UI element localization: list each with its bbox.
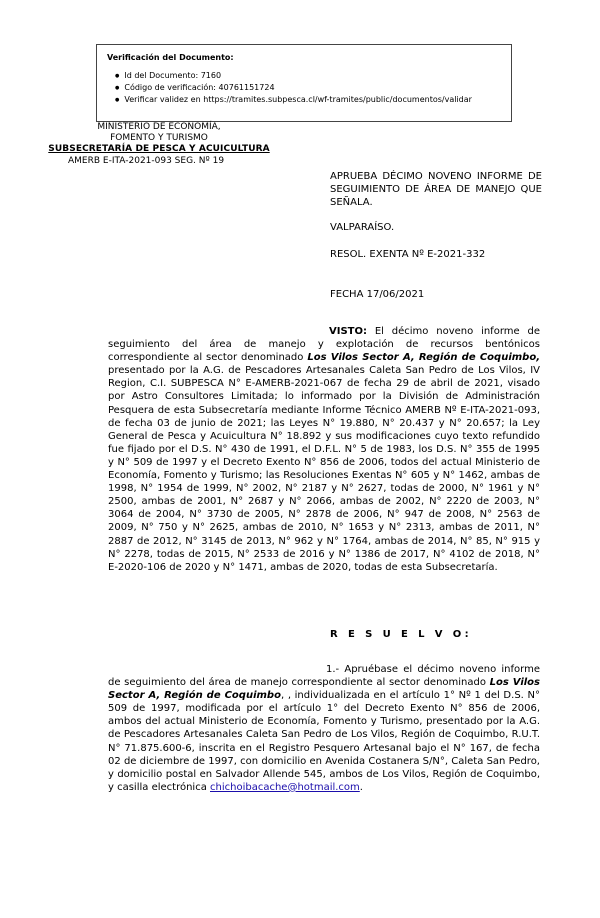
subsecretaria-name: SUBSECRETARÍA DE PESCA Y ACUICULTURA: [48, 144, 270, 154]
visto-sector-name: Los Vilos Sector A, Región de Coquimbo,: [307, 352, 541, 364]
resolution-number: RESOL. EXENTA Nº E-2021-332: [330, 249, 486, 260]
article-1-paragraph: [108, 663, 540, 794]
visto-text-2: presentado por la A.G. de Pescadores Artesanales Caleta San Pedro de Los Vilos, IV Region, C.I. SUBPESCA N° E-AMERB-2021-067 de fecha 29 de abril de 2021, visado por Astro Consultores Limitada; lo informado por la División de Administración Pesquera de esta Subsecretaría mediante Informe Técnico AMERB Nº E-ITA-2021-093, de fecha 03 de junio de 2021; las Leyes N° 19.880, N° 20.437 y N° 20.657; la Ley General de Pesca y Acuicultura N° 18.892 y sus modificaciones cuyo texto refundido fue fijado por el D.S. N° 430 de 1991, el D.F.L. N° 5 de 1983, los D.S. N° 355 de 1995 y N° 509 de 1997 y el Decreto Exento N° 856 de 2006, todos del actual Ministerio de Economía, Fomento y Turismo; las Resoluciones Exentas N° 605 y N° 1462, ambas de 1998, N° 1954 de 1999, N° 2002, N° 2187 y N° 2627, todas de 2000, N° 1961 y N° 2500, ambas de 2001, N° 2687 y N° 2066, ambas de 2002, N° 2220 de 2003, N° 3064 de 2004, N° 3730 de 2005, N° 2878 de 2006, N° 947 de 2008, N° 2563 de 2009, N° 750 y N° 2625, ambas de 2010, N° 1653 y N° 2313, ambas de 2011, N° 2887 de 2012, N° 3145 de 2013, N° 962 y N° 1764, ambas de 2014, N° 85, N° 915 y N° 2278, todas de 2015, N° 2533 de 2016 y N° 1386 de 2017, N° 4102 de 2018, N° E-2020-106 de 2020 y N° 1471, ambas de 2020, todas de esta Subsecretaría.: [108, 365, 540, 573]
document-id: ● Id del Documento: 7160: [115, 70, 501, 82]
resuelvo-heading: R E S U E L V O:: [330, 629, 473, 640]
verification-box: [96, 44, 512, 122]
resolution-date: FECHA 17/06/2021: [330, 289, 425, 300]
ministry-header: [34, 122, 284, 155]
ministry-line-2: FOMENTO Y TURISMO: [110, 133, 208, 143]
article-1-text-2: , , individualizada en el artículo 1° Nº 1 del D.S. N° 509 de 1997, modificada por el artículo 1° del Decreto Exento N° 856 de 2006, ambos del actual Ministerio de Economía, Fomento y Turismo, presentado por la A.G. de Pescadores Artesanales Caleta San Pedro de Los Vilos, Región de Coquimbo, R.U.T. N° 71.875.600-6, inscrita en el Registro Pesquero Artesanal bajo el N° 167, de fecha 02 de diciembre de 1997, con domicilio en Avenida Costanera S/N°, Caleta San Pedro, y domicilio postal en Salvador Allende 545, ambos de Los Vilos, Región de Coquimbo, y casilla electrónica: [108, 690, 540, 793]
email-link[interactable]: chichoibacache@hotmail.com: [210, 781, 360, 793]
article-1-end: .: [359, 781, 363, 793]
verification-url[interactable]: ● Verificar validez en https://tramites.subpesca.cl/wf-tramites/public/documentos/validar: [115, 94, 501, 106]
article-1-sector-name: Los Vilos Sector A, Región de Coquimbo: [108, 677, 540, 702]
visto-label: VISTO:: [329, 326, 367, 337]
document-reference: AMERB E-ITA-2021-093 SEG. Nº 19: [68, 156, 225, 166]
verification-title: Verificación del Documento:: [107, 53, 234, 62]
verification-code: ● Código de verificación: 40761151724: [115, 82, 501, 94]
verification-list: [107, 70, 501, 106]
ministry-line-1: MINISTERIO DE ECONOMÍA,: [97, 122, 221, 132]
article-1-text-1: 1.- Apruébase el décimo noveno informe de seguimiento del área de manejo correspondiente al sector denominado: [108, 664, 540, 689]
visto-paragraph: [108, 325, 540, 574]
visto-text-1: El décimo noveno informe de seguimiento del área de manejo y explotación de recursos bentónicos correspondiente al sector denominado: [108, 326, 540, 364]
resolution-heading: APRUEBA DÉCIMO NOVENO INFORME DE SEGUIMIENTO DE ÁREA DE MANEJO QUE SEÑALA.: [330, 171, 542, 208]
resolution-city: VALPARAÍSO.: [330, 222, 395, 233]
